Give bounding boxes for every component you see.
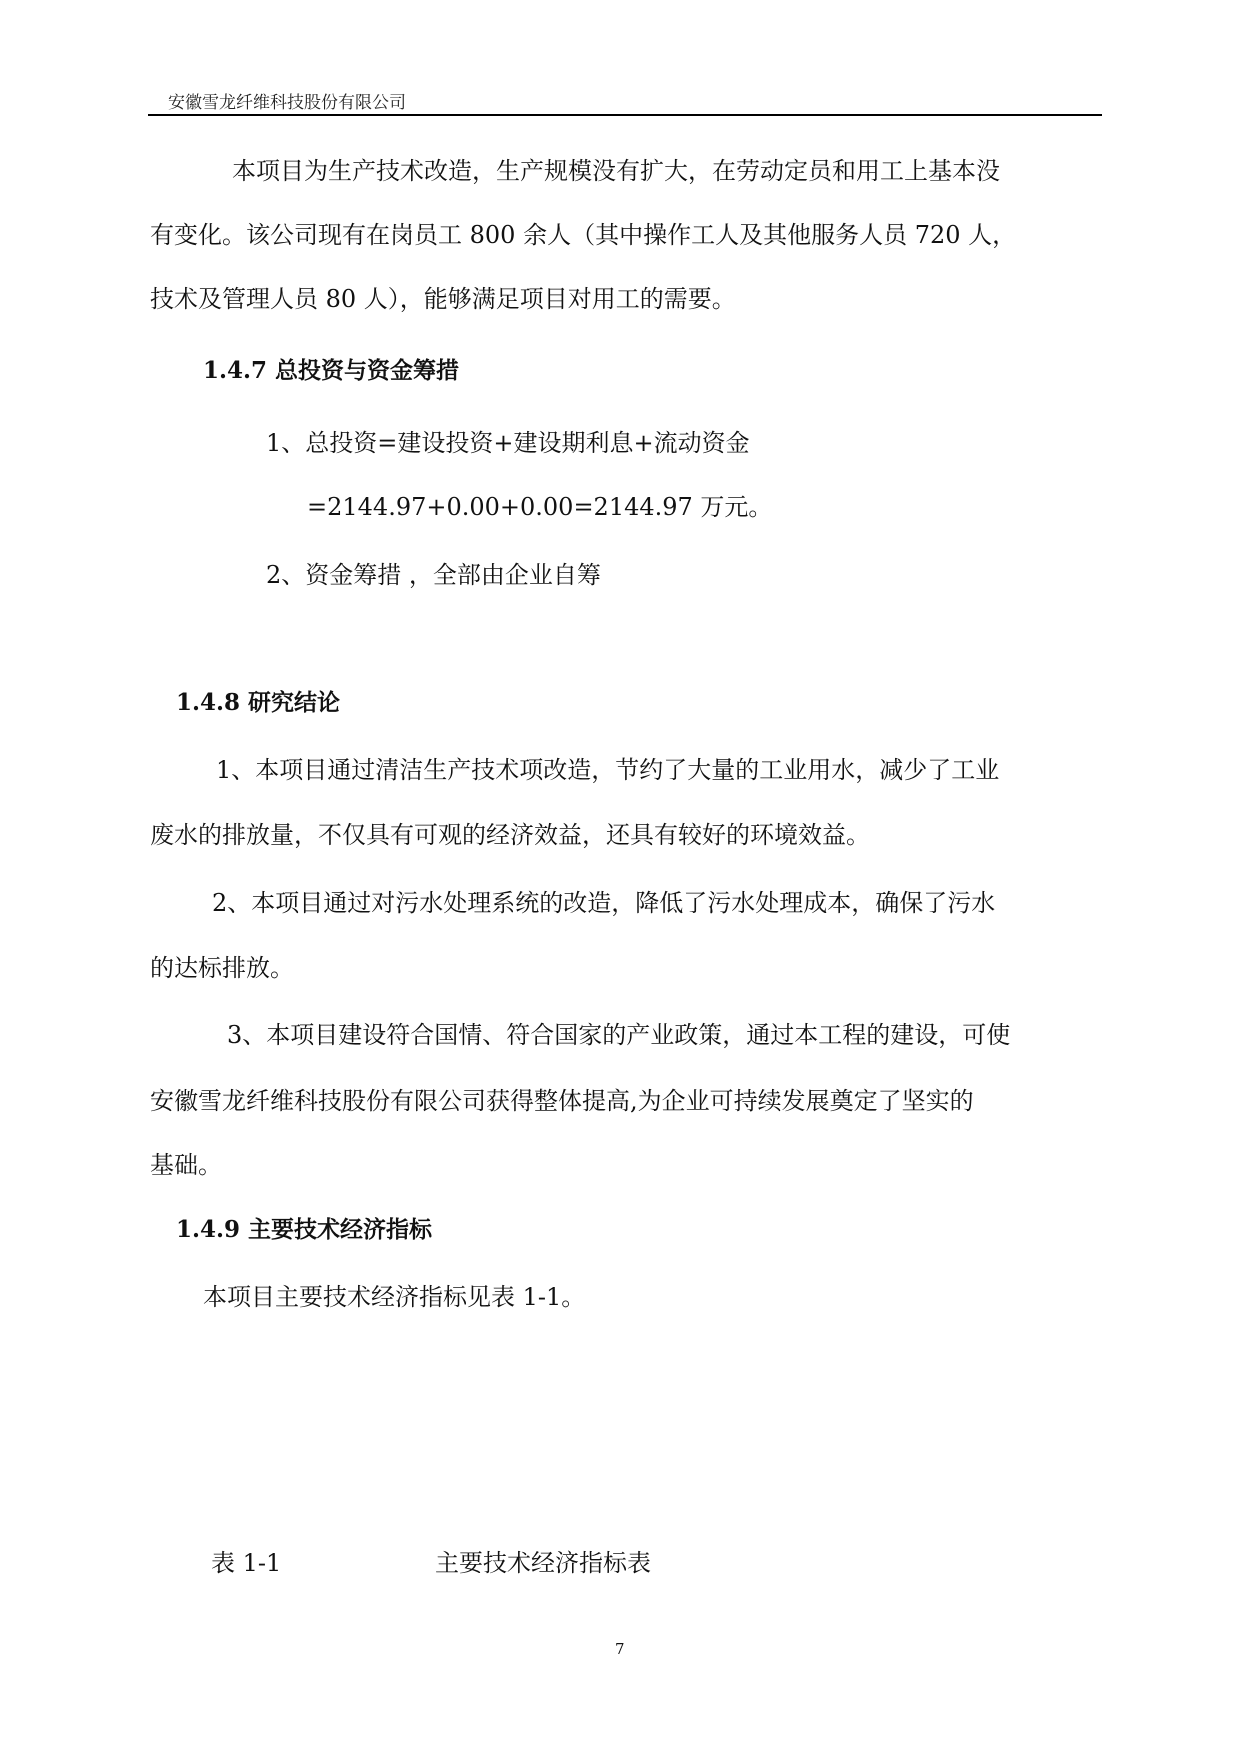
labor-paragraph-line-2: 有变化。该公司现有在岗员工 800 余人（其中操作工人及其他服务人员 720 人， (150, 221, 1017, 249)
funding-source: 2、资金筹措 ，全部由企业自筹 (266, 561, 601, 589)
conclusion-2-line-2: 的达标排放。 (150, 954, 294, 982)
labor-paragraph-line-3: 技术及管理人员 80 人），能够满足项目对用工的需要。 (150, 285, 736, 313)
section-heading-1-4-7: 1.4.7 总投资与资金筹措 (203, 357, 460, 384)
section-heading-1-4-8: 1.4.8 研究结论 (176, 689, 341, 716)
indicators-intro: 本项目主要技术经济指标见表 1-1。 (203, 1283, 586, 1311)
investment-formula-line-2: =2144.97+0.00+0.00=2144.97 万元。 (307, 493, 773, 521)
conclusion-3-line-2: 安徽雪龙纤维科技股份有限公司获得整体提高,为企业可持续发展奠定了坚实的 (150, 1087, 974, 1115)
header-rule (148, 114, 1102, 116)
investment-formula-line-1: 1、总投资=建设投资+建设期利息+流动资金 (266, 429, 750, 457)
conclusion-1-line-1: 1、本项目通过清洁生产技术项改造，节约了大量的工业用水，减少了工业 (216, 756, 1000, 784)
header-company-name: 安徽雪龙纤维科技股份有限公司 (168, 93, 406, 113)
table-caption-number: 表 1-1 (211, 1549, 282, 1577)
section-heading-1-4-9: 1.4.9 主要技术经济指标 (176, 1216, 433, 1243)
labor-paragraph-line-1: 本项目为生产技术改造，生产规模没有扩大，在劳动定员和用工上基本没 (232, 157, 1000, 185)
page-number: 7 (615, 1640, 625, 1658)
conclusion-3-line-3: 基础。 (150, 1151, 222, 1179)
conclusion-3-line-1: 3、本项目建设符合国情、符合国家的产业政策，通过本工程的建设，可使 (227, 1021, 1011, 1049)
conclusion-1-line-2: 废水的排放量，不仅具有可观的经济效益，还具有较好的环境效益。 (150, 821, 870, 849)
conclusion-2-line-1: 2、本项目通过对污水处理系统的改造，降低了污水处理成本，确保了污水 (212, 889, 996, 917)
table-caption-title: 主要技术经济指标表 (435, 1549, 651, 1577)
